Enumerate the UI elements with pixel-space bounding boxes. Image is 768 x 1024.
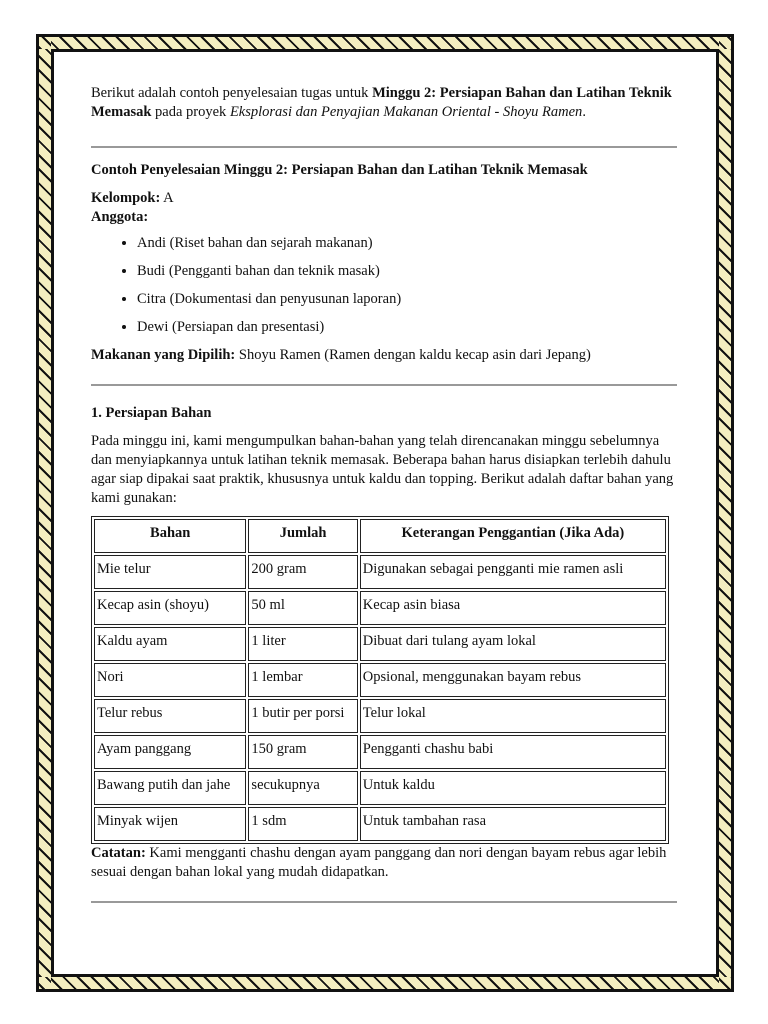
table-header: Jumlah (248, 519, 357, 553)
intro-project-name: Eksplorasi dan Penyajian Makanan Oriental - Shoyu Ramen (229, 104, 583, 120)
members-label (91, 208, 677, 227)
table-row (94, 591, 666, 625)
intro-text: Berikut adalah contoh penyelesaian tugas untuk (91, 85, 373, 101)
note-label: Catatan: (91, 845, 146, 861)
divider (91, 384, 677, 386)
chosen-food-value: Shoyu Ramen (Ramen dengan kaldu kecap asin dari Jepang) (235, 347, 591, 363)
table-row (94, 771, 666, 805)
list-item: • Dewi (Persiapan dan presentasi) (137, 318, 677, 337)
group-label: Kelompok: (91, 190, 161, 206)
table-header: Keterangan Penggantian (Jika Ada) (360, 519, 666, 553)
chosen-food-label: Makanan yang Dipilih: (91, 347, 236, 363)
table-row (94, 555, 666, 589)
table-row (94, 627, 666, 661)
table-cell: 1 liter (248, 627, 357, 661)
table-cell: Ayam panggang (94, 735, 246, 769)
table-header-row (94, 519, 666, 553)
table-cell: Kecap asin (shoyu) (94, 591, 246, 625)
table-cell: Pengganti chashu babi (360, 735, 666, 769)
table-cell: Minyak wijen (94, 807, 246, 841)
table-cell: Dibuat dari tulang ayam lokal (360, 627, 666, 661)
table-cell: Nori (94, 663, 246, 697)
intro-text-mid: pada proyek (151, 104, 230, 120)
ingredients-table (91, 516, 669, 844)
members-label-text: Anggota: (91, 209, 149, 225)
intro-paragraph (91, 84, 677, 122)
table-cell: Digunakan sebagai pengganti mie ramen asli (360, 555, 666, 589)
divider (91, 901, 677, 903)
divider (91, 146, 677, 148)
table-cell: Bawang putih dan jahe (94, 771, 246, 805)
table-cell: 150 gram (248, 735, 357, 769)
table-row (94, 663, 666, 697)
document-body (91, 84, 677, 903)
table-cell: Opsional, menggunakan bayam rebus (360, 663, 666, 697)
table-row (94, 735, 666, 769)
table-cell: 1 lembar (248, 663, 357, 697)
table-row (94, 699, 666, 733)
note-paragraph (91, 844, 677, 882)
list-item: • Budi (Pengganti bahan dan teknik masak) (137, 262, 677, 281)
table-cell: Kaldu ayam (94, 627, 246, 661)
members-list (91, 234, 677, 337)
table-cell: 1 butir per porsi (248, 699, 357, 733)
list-item: • Andi (Riset bahan dan sejarah makanan) (137, 234, 677, 253)
table-cell: Telur lokal (360, 699, 666, 733)
table-header: Bahan (94, 519, 246, 553)
table-cell: Mie telur (94, 555, 246, 589)
table-cell: Untuk tambahan rasa (360, 807, 666, 841)
section-paragraph: Pada minggu ini, kami mengumpulkan bahan-bahan yang telah direncanakan minggu sebelumnya dan menyiapkannya untuk latihan teknik memasak. Beberapa bahan harus disiapkan terlebih dahulu agar siap dipakai saat praktik, khususnya untuk kaldu dan topping. Berikut adalah daftar bahan yang kami gunakan: (91, 433, 674, 506)
table-cell: 50 ml (248, 591, 357, 625)
table-cell: Kecap asin biasa (360, 591, 666, 625)
note-text: Kami mengganti chashu dengan ayam panggang dan nori dengan bayam rebus agar lebih sesuai dengan bahan lokal yang mudah didapatkan. (91, 845, 667, 880)
section-title: 1. Persiapan Bahan (91, 405, 212, 421)
group-line (91, 189, 677, 208)
intro-suffix: . (582, 104, 586, 120)
table-cell: 1 sdm (248, 807, 357, 841)
table-row (94, 807, 666, 841)
table-cell: secukupnya (248, 771, 357, 805)
page-heading: Contoh Penyelesaian Minggu 2: Persiapan Bahan dan Latihan Teknik Memasak (91, 162, 588, 178)
chosen-food-line (91, 346, 677, 365)
list-item: • Citra (Dokumentasi dan penyusunan laporan) (137, 290, 677, 309)
group-value: A (160, 190, 174, 206)
table-cell: 200 gram (248, 555, 357, 589)
table-cell: Telur rebus (94, 699, 246, 733)
intro-week-title: Minggu 2: Persiapan Bahan dan Latihan Teknik Memasak (91, 85, 672, 120)
table-cell: Untuk kaldu (360, 771, 666, 805)
